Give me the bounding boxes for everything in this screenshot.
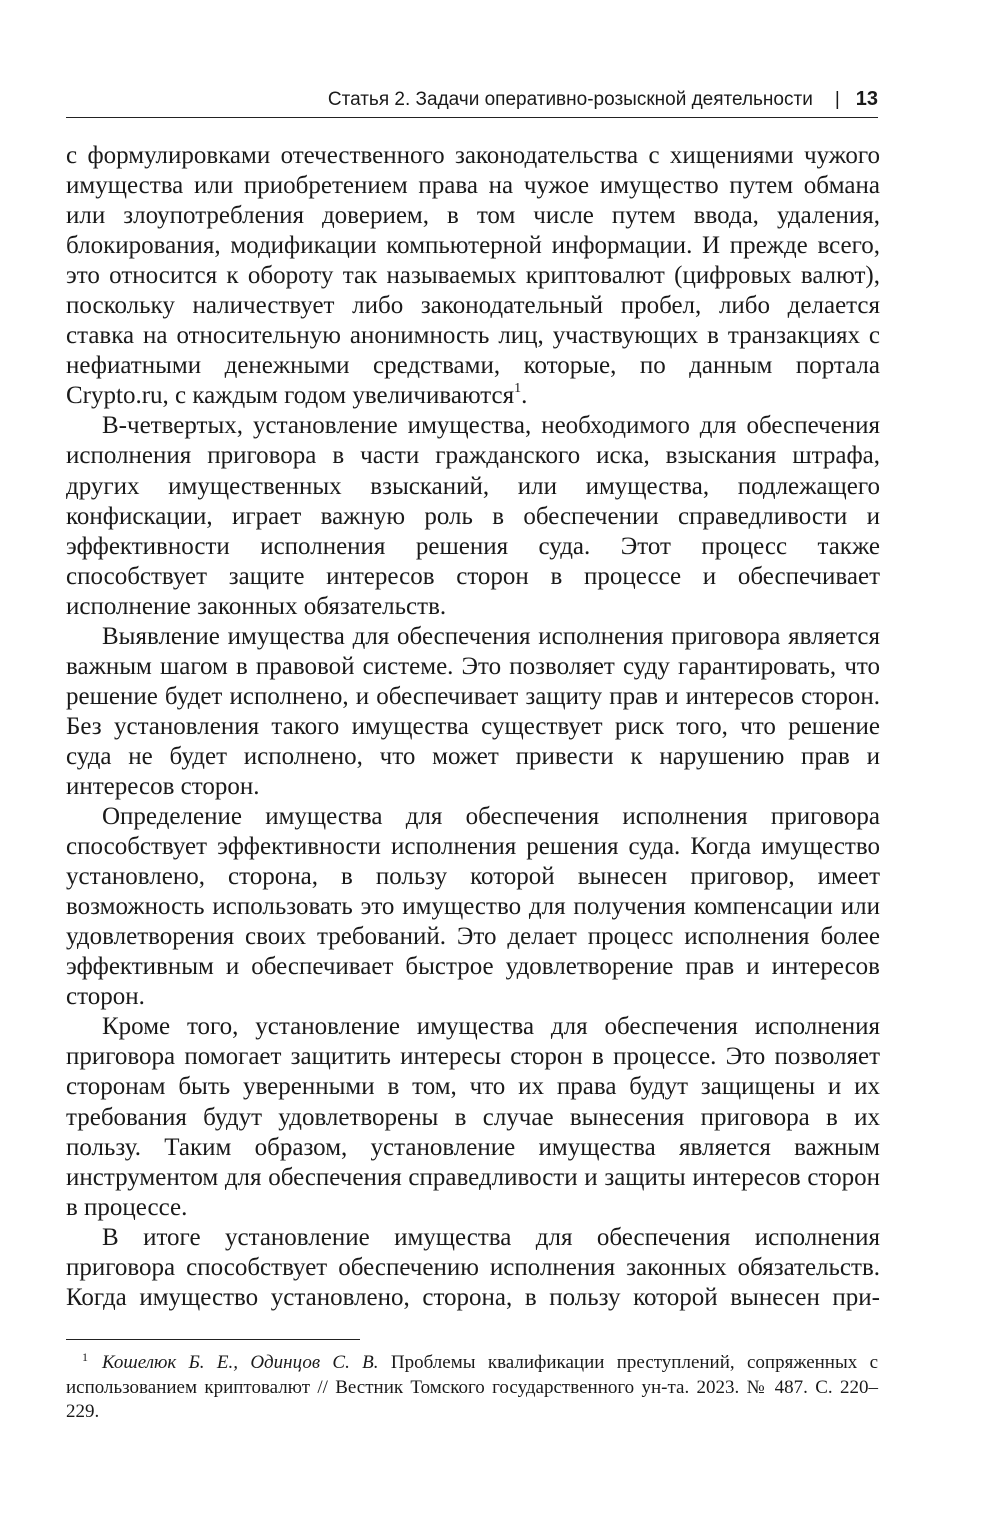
running-title: Статья 2. Задачи оперативно-розыскной деятельности xyxy=(327,89,813,110)
footnote-authors: Кошелюк Б. Е., Одинцов С. В. xyxy=(102,1352,379,1373)
paragraph-5: Кроме того, установление имущества для обеспечения исполнения приговора помогает защитить интересы сторон в процессе. Это позволяет сторонам быть уверенными в том, что их права будут защищены и их требования будут удовлетворены в случае вынесения приговора в их пользу. Таким образом, установление имущества является важным инструментом для обеспечения справедливости и защиты интересов сторон в процессе. xyxy=(66,1013,880,1221)
page-number: 13 xyxy=(855,88,878,110)
paragraph-4: Определение имущества для обеспечения исполнения приговора способствует эффективности исполнения решения суда. Когда имущество установлено, сторона, в пользу которой вынесен приговор, имеет возможность использовать это имущество для получения компенсации или удовлетворения своих требований. Это делает процесс исполнения более эффективным и обеспечивает быстрое удовлетворение прав и интересов сторон. xyxy=(66,803,880,1011)
header-separator: | xyxy=(834,89,840,110)
main-text xyxy=(66,141,880,1313)
running-header xyxy=(66,84,878,118)
footnote-divider xyxy=(66,1339,360,1340)
paragraph-3: Выявление имущества для обеспечения исполнения приговора является важным шагом в правовой системе. Это позволяет суду гарантировать, что решение будет исполнено, и обеспечивает защиту прав и интересов сторон. Без установления такого имущества существует риск того, что решение суда не будет исполнено, что может привести к нарушению прав и интересов сторон. xyxy=(66,622,880,800)
footnote: 1 Кошелюк Б. Е., Одинцов С. В. Проблемы квалификации преступлений, сопряженных с использованием криптовалют // Вестник Томского государственного ун-та. 2023. № 487. С. 220–229. xyxy=(66,1350,879,1422)
paragraph-6: В итоге установление имущества для обеспечения исполнения приговора способствует обеспечению исполнения законных обязательств. Когда имущество установлено, сторона, в пользу которой вынесен при- xyxy=(66,1223,880,1311)
footnote-citation: Проблемы квалификации преступлений, сопряженных с использованием криптовалют // Вестник Томского государственного ун-та. 2023. № 487. С. 220–229. xyxy=(66,1352,879,1422)
footnote-reference: 1 xyxy=(514,381,522,397)
paragraph-1-end: . xyxy=(521,382,528,410)
paragraph-1 xyxy=(66,141,880,411)
paragraph-1-text: с формулировками отечественного законодательства с хищениями чужого имущества или приобретением права на чужое имущество путем обмана или злоупотребления доверием, в том числе путем ввода, удаления, блокирования, модификации компьютерной информации. И прежде всего, это относится к обороту так называемых криптовалют (цифровых валют), поскольку наличествует либо законодательный пробел, либо делается ставка на относительную анонимность лиц, участвующих в транзакциях с нефиатными денежными средствами, которые, по данным портала Crypto.ru, с каждым годом увеличиваются xyxy=(66,142,880,410)
paragraph-2: В-четвертых, установление имущества, необходимого для обеспечения исполнения приговора в части гражданского иска, взыскания штрафа, других имущественных взысканий, или имущества, подлежащего конфискации, играет важную роль в обеспечении справедливости и эффективности исполнения решения суда. Этот процесс также способствует защите интересов сторон в процессе и обеспечивает исполнение законных обязательств. xyxy=(66,412,880,620)
